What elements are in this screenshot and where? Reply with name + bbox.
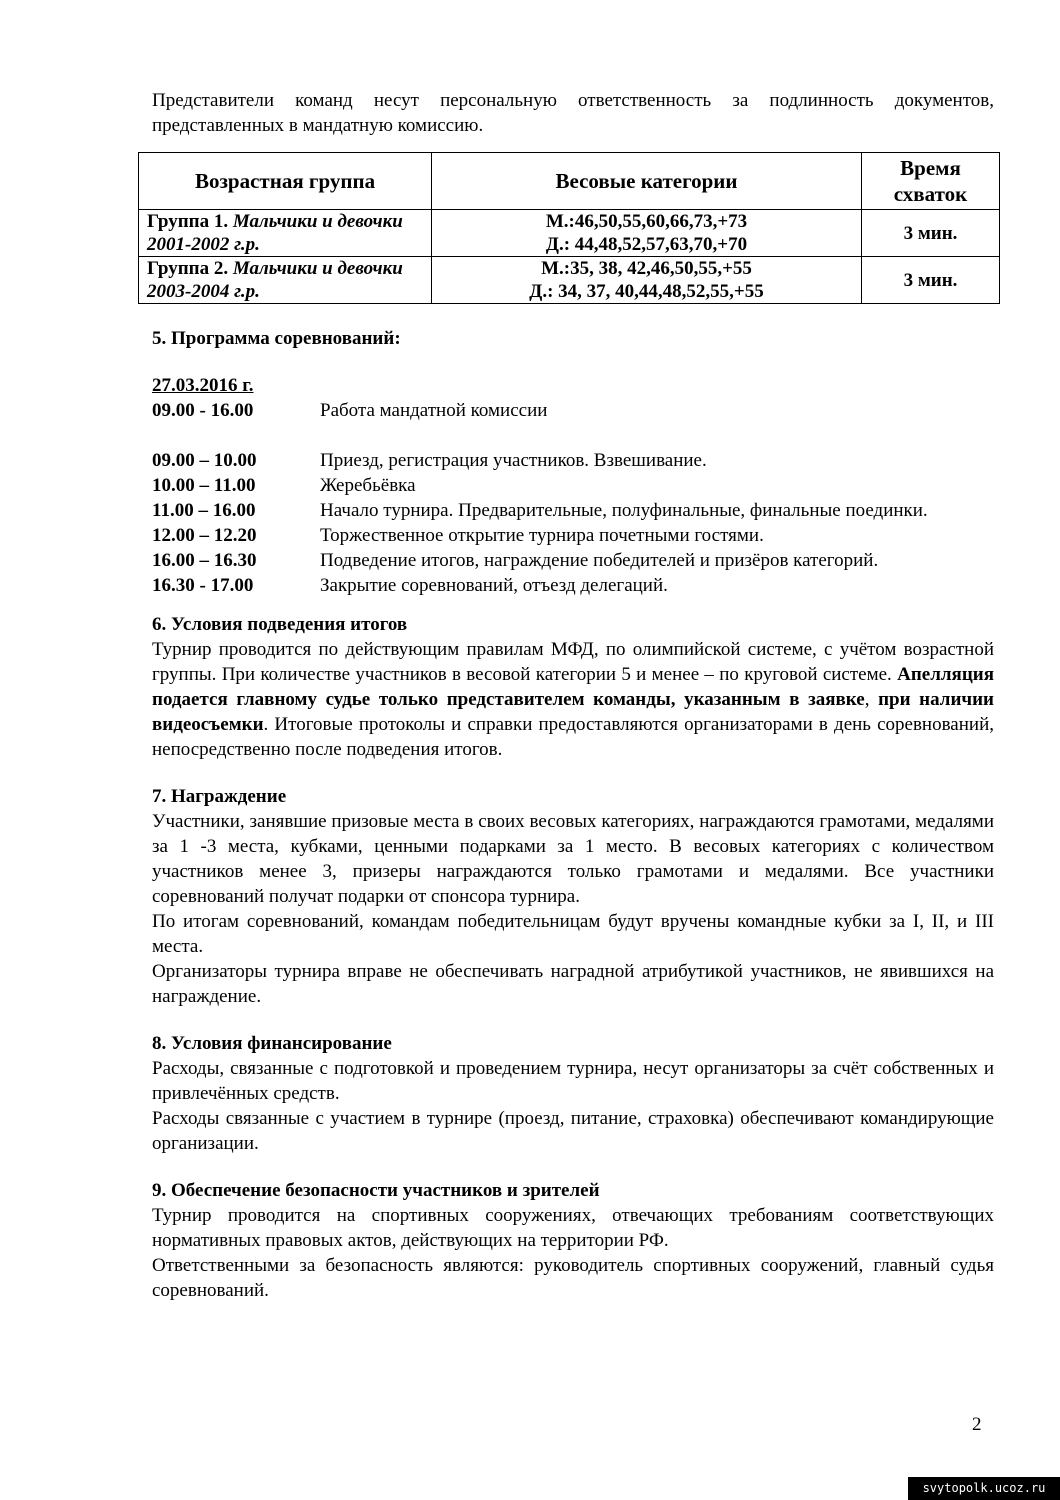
section-7-paragraph: Участники, занявшие призовые места в своих весовых категориях, награждаются грамотами, медалями за 1 -3 места, кубками, ценными подарками за 1 место. В весовых категориях с количеством участников менее 3, призеры награждаются только грамотами и медалями. Все участники соревнований получат подарки от спонсора турнира. xyxy=(152,811,994,907)
schedule-text: Закрытие соревнований, отъезд делегаций. xyxy=(320,575,668,596)
schedule-item xyxy=(152,573,994,598)
section-8-paragraph: Расходы связанные с участием в турнире (проезд, питание, страховка) обеспечивают командирующие организации. xyxy=(152,1108,994,1154)
weights-cell xyxy=(432,257,862,304)
schedule-time: 10.00 – 11.00 xyxy=(152,475,256,496)
group-description: Мальчики и девочки 2003-2004 г.р. xyxy=(147,258,403,302)
table-row xyxy=(139,210,1000,257)
results-text: Турнир проводится по действующим правилам МФД, по олимпийской системе, с учётом возрастной группы. При количестве участников в весовой категории 5 и менее – по круговой системе. xyxy=(152,639,994,685)
weights-girls: Д.: 44,48,52,57,63,70,+70 xyxy=(545,234,748,255)
schedule-text: Работа мандатной комиссии xyxy=(320,400,548,421)
spacer xyxy=(152,423,994,448)
schedule-text: Торжественное открытие турнира почетными гостями. xyxy=(320,525,764,546)
schedule-time: 11.00 – 16.00 xyxy=(152,500,256,521)
schedule-time: 16.00 – 16.30 xyxy=(152,550,257,571)
schedule-item xyxy=(152,448,994,473)
page-number: 2 xyxy=(972,1414,982,1435)
section-8-title: 8. Условия финансирование xyxy=(152,1033,392,1054)
weights-cell xyxy=(432,210,862,257)
group-label: Группа 1. xyxy=(147,211,229,232)
section-9-paragraph: Турнир проводится на спортивных сооружениях, отвечающих требованиям соответствующих нормативных правовых актов, действующих на территории РФ. xyxy=(152,1205,994,1251)
time-cell: 3 мин. xyxy=(862,210,1000,257)
schedule-time: 16.30 - 17.00 xyxy=(152,575,254,596)
schedule-item xyxy=(152,498,994,523)
intro-paragraph: Представители команд несут персональную ответственность за подлинность документов, представленных в мандатную комиссию. xyxy=(152,90,994,136)
schedule-time: 09.00 – 10.00 xyxy=(152,450,257,471)
schedule-item xyxy=(152,548,994,573)
section-7-paragraph: Организаторы турнира вправе не обеспечивать наградной атрибутикой участников, не явившихся на награждение. xyxy=(152,961,994,1007)
table-row xyxy=(139,257,1000,304)
weights-boys: М.:35, 38, 42,46,50,55,+55 xyxy=(541,258,752,279)
schedule-date: 27.03.2016 г. xyxy=(152,375,254,396)
time-cell: 3 мин. xyxy=(862,257,1000,304)
document-page xyxy=(147,88,995,1303)
schedule-time: 09.00 - 16.00 xyxy=(152,400,254,421)
table-header-row xyxy=(139,153,1000,210)
header-age-group: Возрастная группа xyxy=(139,153,432,210)
section-5-title: 5. Программа соревнований: xyxy=(152,328,401,349)
schedule-text: Начало турнира. Предварительные, полуфинальные, финальные поединки. xyxy=(320,500,928,521)
appeal-text: Апелляция подается главному судье только представителем команды, указанным в заявке xyxy=(152,664,994,710)
schedule-time: 12.00 – 12.20 xyxy=(152,525,257,546)
header-weight-categories: Весовые категории xyxy=(432,153,862,210)
schedule-item xyxy=(152,523,994,548)
schedule-text: Подведение итогов, награждение победителей и призёров категорий. xyxy=(320,550,879,571)
section-6-paragraph xyxy=(152,637,994,762)
section-7-paragraph: По итогам соревнований, командам победительницам будут вручены командные кубки за I, II, и III места. xyxy=(152,911,994,957)
section-9-paragraph: Ответственными за безопасность являются: руководитель спортивных сооружений, главный судья соревнований. xyxy=(152,1255,994,1301)
header-bout-time: Время схваток xyxy=(862,153,1000,210)
section-6-title: 6. Условия подведения итогов xyxy=(152,614,408,635)
group-cell xyxy=(139,210,432,257)
schedule-item xyxy=(152,398,994,423)
video-condition-text: при наличии видеосъемки xyxy=(152,689,995,735)
weights-girls: Д.: 34, 37, 40,44,48,52,55,+55 xyxy=(529,281,764,302)
section-7-title: 7. Награждение xyxy=(152,786,287,807)
group-label: Группа 2. xyxy=(147,258,229,279)
section-8-paragraph: Расходы, связанные с подготовкой и проведением турнира, несут организаторы за счёт собственных и привлечённых средств. xyxy=(152,1058,994,1104)
weights-boys: М.:46,50,55,60,66,73,+73 xyxy=(545,211,748,232)
site-watermark: svytopolk.ucoz.ru xyxy=(908,1477,1060,1500)
section-9-title: 9. Обеспечение безопасности участников и зрителей xyxy=(152,1180,600,1201)
schedule-text: Жеребьёвка xyxy=(320,475,416,496)
appeal-separator: , xyxy=(864,689,879,710)
schedule-text: Приезд, регистрация участников. Взвешивание. xyxy=(320,450,707,471)
categories-table xyxy=(138,152,1000,304)
group-cell xyxy=(139,257,432,304)
group-description: Мальчики и девочки 2001-2002 г.р. xyxy=(147,211,403,255)
schedule-item xyxy=(152,473,994,498)
protocols-text: . Итоговые протоколы и справки предоставляются организаторами в день соревнований, непосредственно после подведения итогов. xyxy=(152,714,994,760)
